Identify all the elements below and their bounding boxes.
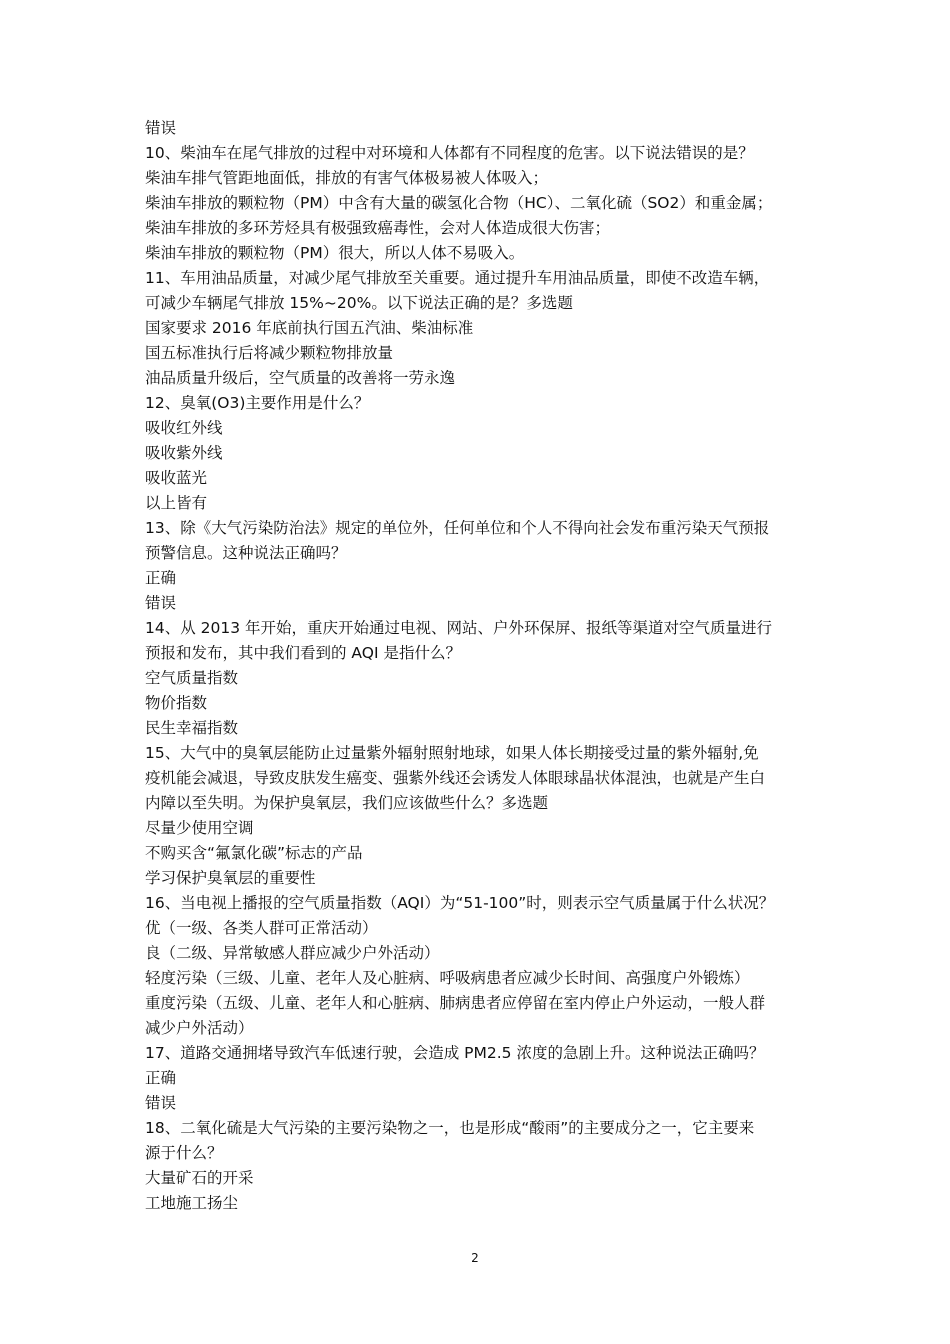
text-line: 良（二级、异常敏感人群应减少户外活动） (145, 944, 440, 962)
text-line: 工地施工扬尘 (145, 1194, 239, 1212)
text-line: 正确 (145, 1069, 177, 1087)
text-line: 10、柴油车在尾气排放的过程中对环境和人体都有不同程度的危害。以下说法错误的是？ (145, 144, 754, 162)
page-number: 2 (471, 1251, 479, 1265)
text-line: 12、臭氧(O3)主要作用是什么？ (145, 394, 370, 412)
text-line: 17、道路交通拥堵导致汽车低速行驶，会造成 PM2.5 浓度的急剧上升。这种说法正确吗？ (145, 1044, 765, 1062)
text-line: 15、大气中的臭氧层能防止过量紫外辐射照射地球，如果人体长期接受过量的紫外辐射,免 (145, 744, 759, 762)
text-line: 16、当电视上播报的空气质量指数（AQI）为“51-100”时，则表示空气质量属于什么状况？ (145, 894, 775, 912)
text-line: 11、车用油品质量，对减少尾气排放至关重要。通过提升车用油品质量，即使不改造车辆， (145, 269, 770, 287)
text-line: 内障以至失明。为保护臭氧层，我们应该做些什么？多选题 (145, 794, 549, 812)
text-line: 大量矿石的开采 (145, 1169, 254, 1187)
text-line: 正确 (145, 569, 177, 587)
text-line: 空气质量指数 (145, 669, 239, 687)
text-line: 预警信息。这种说法正确吗？ (145, 544, 347, 562)
text-line: 优（一级、各类人群可正常活动） (145, 919, 378, 937)
text-line: 错误 (145, 594, 177, 612)
text-line: 油品质量升级后，空气质量的改善将一劳永逸 (145, 369, 456, 387)
text-line: 尽量少使用空调 (145, 819, 254, 837)
page-body (145, 116, 813, 1216)
text-line: 国五标准执行后将减少颗粒物排放量 (145, 344, 394, 362)
text-line: 重度污染（五级、儿童、老年人和心脏病、肺病患者应停留在室内停止户外运动，一般人群 (145, 994, 766, 1012)
text-line: 柴油车排放的颗粒物（PM）中含有大量的碳氢化合物（HC）、二氧化硫（SO2）和重金属； (145, 194, 773, 212)
text-line: 减少户外活动） (145, 1019, 254, 1037)
text-line: 以上皆有 (145, 494, 208, 512)
text-line: 柴油车排气管距地面低，排放的有害气体极易被人体吸入； (145, 169, 549, 187)
text-line: 民生幸福指数 (145, 719, 239, 737)
text-line: 错误 (145, 1094, 177, 1112)
text-line: 预报和发布，其中我们看到的 AQI 是指什么？ (145, 644, 461, 662)
text-line: 学习保护臭氧层的重要性 (145, 869, 316, 887)
text-line: 18、二氧化硫是大气污染的主要污染物之一，也是形成“酸雨”的主要成分之一，它主要来 (145, 1119, 755, 1137)
text-line: 轻度污染（三级、儿童、老年人及心脏病、呼吸病患者应减少长时间、高强度户外锻炼） (145, 969, 750, 987)
text-line: 吸收蓝光 (145, 469, 208, 487)
text-line: 可减少车辆尾气排放 15%~20%。以下说法正确的是？多选题 (145, 294, 573, 312)
text-line: 国家要求 2016 年底前执行国五汽油、柴油标准 (145, 319, 474, 337)
text-line: 13、除《大气污染防治法》规定的单位外，任何单位和个人不得向社会发布重污染天气预报 (145, 519, 770, 537)
text-line: 不购买含“氟氯化碳”标志的产品 (145, 844, 363, 862)
text-line: 吸收紫外线 (145, 444, 223, 462)
text-line: 疫机能会减退，导致皮肤发生癌变、强紫外线还会诱发人体眼球晶状体混浊，也就是产生白 (145, 769, 766, 787)
text-line: 柴油车排放的多环芳烃具有极强致癌毒性，会对人体造成很大伤害； (145, 219, 611, 237)
text-line: 源于什么？ (145, 1144, 223, 1162)
text-line: 吸收红外线 (145, 419, 223, 437)
text-line: 物价指数 (145, 694, 208, 712)
text-line: 错误 (145, 119, 177, 137)
text-line: 14、从 2013 年开始，重庆开始通过电视、网站、户外环保屏、报纸等渠道对空气质量进行 (145, 619, 773, 637)
text-line: 柴油车排放的颗粒物（PM）很大，所以人体不易吸入。 (145, 244, 525, 262)
